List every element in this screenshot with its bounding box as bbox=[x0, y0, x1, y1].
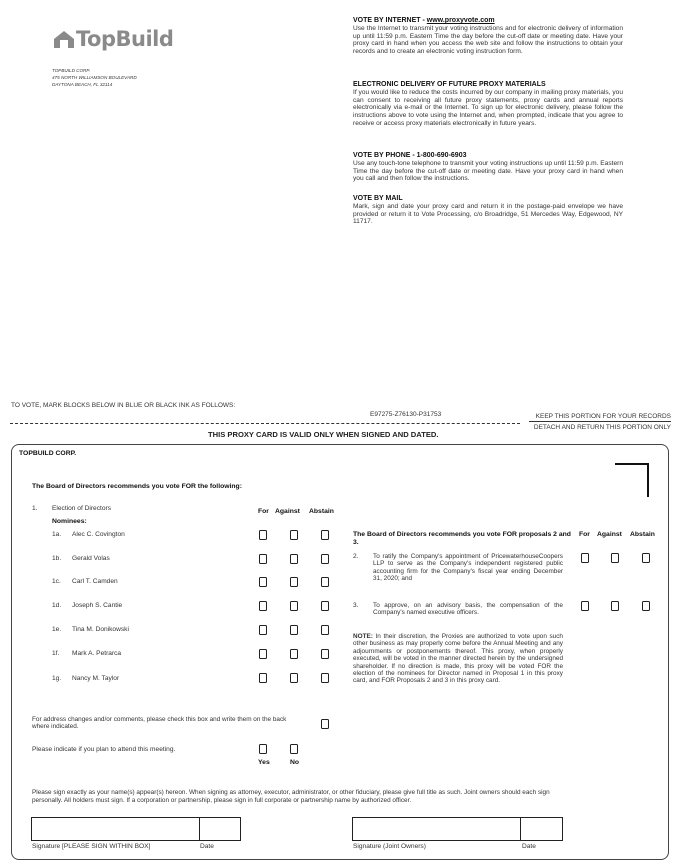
attend-no-checkbox[interactable] bbox=[290, 744, 298, 754]
nominee-id: 1c. bbox=[52, 578, 61, 585]
attend-yes-checkbox[interactable] bbox=[259, 744, 267, 754]
date-label: Date bbox=[200, 843, 214, 850]
against-checkbox[interactable] bbox=[290, 625, 298, 635]
for-checkbox[interactable] bbox=[259, 554, 267, 564]
vote-by-mail-section bbox=[353, 195, 623, 226]
address-change-text: For address changes and/or comments, please check this box and write them on the back where indicated. bbox=[32, 716, 287, 731]
detach-portion-text: DETACH AND RETURN THIS PORTION ONLY bbox=[533, 424, 671, 431]
joint-date-box[interactable] bbox=[520, 817, 563, 841]
nominee-name: Nancy M. Taylor bbox=[72, 675, 120, 682]
nominee-name: Joseph S. Cantie bbox=[72, 602, 123, 609]
marking-instructions: TO VOTE, MARK BLOCKS BELOW IN BLUE OR BLACK INK AS FOLLOWS: bbox=[11, 402, 236, 409]
against-checkbox[interactable] bbox=[290, 554, 298, 564]
note-text: In their discretion, the Proxies are authorized to vote upon such other business as may properly come before the Annual Meeting and any adjournments or postponements thereof. This proxy, when properly executed, will be voted in the manner directed herein by the undersigned shareholder. If no direction is made, this proxy will be voted FOR the election of the nominees for Director named in Proposal 1 in this proxy card, and FOR Proposals 2 and 3 in this proxy card. bbox=[353, 633, 563, 685]
proposal-number: 2. bbox=[353, 553, 359, 560]
nominee-name: Mark A. Petrarca bbox=[72, 650, 122, 657]
joint-date-label: Date bbox=[522, 843, 536, 850]
abstain-checkbox[interactable] bbox=[642, 553, 650, 563]
nominee-id: 1f. bbox=[52, 650, 60, 657]
control-number: E97275-Z76130-P31753 bbox=[370, 411, 442, 418]
vote-by-phone-section bbox=[353, 152, 623, 183]
house-logo-icon bbox=[54, 30, 74, 48]
address-line-3: DAYTONA BEACH, FL 32114 bbox=[52, 82, 113, 87]
for-checkbox[interactable] bbox=[259, 601, 267, 611]
for-checkbox[interactable] bbox=[259, 673, 267, 683]
joint-signature-box[interactable] bbox=[352, 817, 521, 841]
vote-phone-heading: VOTE BY PHONE - 1-800-690-6903 bbox=[353, 152, 467, 159]
nominee-id: 1b. bbox=[52, 555, 62, 562]
signature-label: Signature [PLEASE SIGN WITHIN BOX] bbox=[32, 843, 151, 850]
electronic-delivery-section bbox=[353, 81, 623, 128]
for-checkbox[interactable] bbox=[259, 625, 267, 635]
electronic-delivery-heading: ELECTRONIC DELIVERY OF FUTURE PROXY MATERIALS bbox=[353, 81, 546, 88]
board-recommendation-left: The Board of Directors recommends you vote FOR the following: bbox=[32, 483, 242, 490]
signature-date-box[interactable] bbox=[199, 817, 241, 841]
against-checkbox[interactable] bbox=[290, 649, 298, 659]
attend-meeting-text: Please indicate if you plan to attend this meeting. bbox=[32, 746, 176, 753]
card-corp-name: TOPBUILD CORP. bbox=[19, 450, 77, 457]
against-checkbox[interactable] bbox=[611, 553, 619, 563]
registration-corner-mark bbox=[615, 463, 649, 497]
signature-box[interactable] bbox=[31, 817, 200, 841]
for-checkbox[interactable] bbox=[259, 649, 267, 659]
proxyvote-link[interactable]: www.proxyvote.com bbox=[426, 17, 495, 24]
for-checkbox[interactable] bbox=[581, 601, 589, 611]
electronic-delivery-body: If you would like to reduce the costs incurred by our company in mailing proxy materials, you can consent to receiving all future proxy statements, proxy cards and annual reports electronically via e-mail or the Internet. To sign up for electronic delivery, please follow the instructions above to vote using the Internet and, when prompted, indicate that you agree to receive or access proxy materials electronically in future years. bbox=[353, 88, 623, 127]
company-address bbox=[52, 67, 137, 88]
vote-mail-body: Mark, sign and date your proxy card and return it in the postage-paid envelope we have provided or return it to Vote Processing, c/o Broadridge, 51 Mercedes Way, Edgewood, NY 11717. bbox=[353, 202, 623, 226]
detach-line bbox=[10, 423, 520, 424]
abstain-checkbox[interactable] bbox=[642, 601, 650, 611]
vote-phone-body: Use any touch-tone telephone to transmit your voting instructions up until 11:59 p.m. Eastern Time the day before the cut-off date or meeting date. Have your proxy card in hand when you call and then follow the instructions. bbox=[353, 159, 624, 183]
keep-portion-text: KEEP THIS PORTION FOR YOUR RECORDS bbox=[529, 413, 671, 422]
item-1-title: Election of Directors bbox=[52, 505, 111, 512]
col-against-header: Against bbox=[275, 508, 300, 515]
vote-internet-body: Use the Internet to transmit your voting instructions and for electronic delivery of information up until 11:59 p.m. Eastern Time the day before the cut-off date or meeting date. Have your proxy card in hand when you access the web site and follow the instructions to obtain your records and to create an electronic voting instruction form. bbox=[353, 24, 623, 56]
col-for-header: For bbox=[258, 508, 269, 515]
abstain-checkbox[interactable] bbox=[321, 530, 329, 540]
abstain-checkbox[interactable] bbox=[321, 577, 329, 587]
nominee-name: Alec C. Covington bbox=[72, 531, 125, 538]
vote-by-internet-section bbox=[353, 17, 623, 56]
joint-signature-label: Signature (Joint Owners) bbox=[353, 843, 426, 850]
nominee-id: 1g. bbox=[52, 675, 62, 682]
no-label: No bbox=[290, 759, 300, 766]
against-checkbox[interactable] bbox=[290, 530, 298, 540]
for-checkbox[interactable] bbox=[259, 577, 267, 587]
address-line-1: TOPBUILD CORP. bbox=[52, 68, 91, 73]
nominee-id: 1d. bbox=[52, 602, 62, 609]
nominee-name: Gerald Volas bbox=[72, 555, 110, 562]
against-checkbox[interactable] bbox=[290, 673, 298, 683]
col-abstain-header: Abstain bbox=[309, 508, 334, 515]
abstain-checkbox[interactable] bbox=[321, 649, 329, 659]
topbuild-logo bbox=[54, 27, 173, 51]
col-abstain-header-right: Abstain bbox=[630, 531, 655, 538]
abstain-checkbox[interactable] bbox=[321, 673, 329, 683]
vote-internet-heading: VOTE BY INTERNET - www.proxyvote.com bbox=[353, 17, 495, 24]
col-for-header-right: For bbox=[579, 531, 590, 538]
nominees-label: Nominees: bbox=[52, 518, 87, 525]
board-recommendation-right: The Board of Directors recommends you vote FOR proposals 2 and 3. bbox=[353, 531, 571, 547]
against-checkbox[interactable] bbox=[611, 601, 619, 611]
for-checkbox[interactable] bbox=[259, 530, 267, 540]
against-checkbox[interactable] bbox=[290, 577, 298, 587]
proxy-note bbox=[353, 633, 563, 685]
vote-mail-heading: VOTE BY MAIL bbox=[353, 195, 403, 202]
abstain-checkbox[interactable] bbox=[321, 601, 329, 611]
nominee-name: Carl T. Camden bbox=[72, 578, 118, 585]
abstain-checkbox[interactable] bbox=[321, 625, 329, 635]
proposal-text: To ratify the Company's appointment of PricewaterhouseCoopers LLP to serve as the Company's independent registered public accounting firm for the Company's fiscal year ending December 31, 2020; and bbox=[373, 553, 563, 583]
nominee-name: Tina M. Donikowski bbox=[72, 626, 129, 633]
for-checkbox[interactable] bbox=[581, 553, 589, 563]
logo-text: TopBuild bbox=[76, 27, 174, 51]
address-line-2: 475 NORTH WILLIAMSON BOULEVARD bbox=[52, 75, 137, 80]
col-against-header-right: Against bbox=[597, 531, 622, 538]
valid-notice: THIS PROXY CARD IS VALID ONLY WHEN SIGNED AND DATED. bbox=[208, 430, 439, 439]
nominee-id: 1e. bbox=[52, 626, 62, 633]
item-1-number: 1. bbox=[32, 505, 38, 512]
against-checkbox[interactable] bbox=[290, 601, 298, 611]
yes-label: Yes bbox=[258, 759, 270, 766]
signing-instructions: Please sign exactly as your name(s) appear(s) hereon. When signing as attorney, executor, administrator, or other fiduciary, please give full title as such. Joint owners should each sign personally. All holders must sign. If a corporation or partnership, please sign in full corporate or partnership name by authorized officer. bbox=[32, 789, 550, 804]
note-label: NOTE: bbox=[353, 633, 373, 640]
address-change-checkbox[interactable] bbox=[321, 719, 329, 729]
proposal-number: 3. bbox=[353, 602, 359, 609]
proposal-text: To approve, on an advisory basis, the compensation of the Company's named executive officers. bbox=[373, 602, 563, 617]
nominee-id: 1a. bbox=[52, 531, 62, 538]
abstain-checkbox[interactable] bbox=[321, 554, 329, 564]
